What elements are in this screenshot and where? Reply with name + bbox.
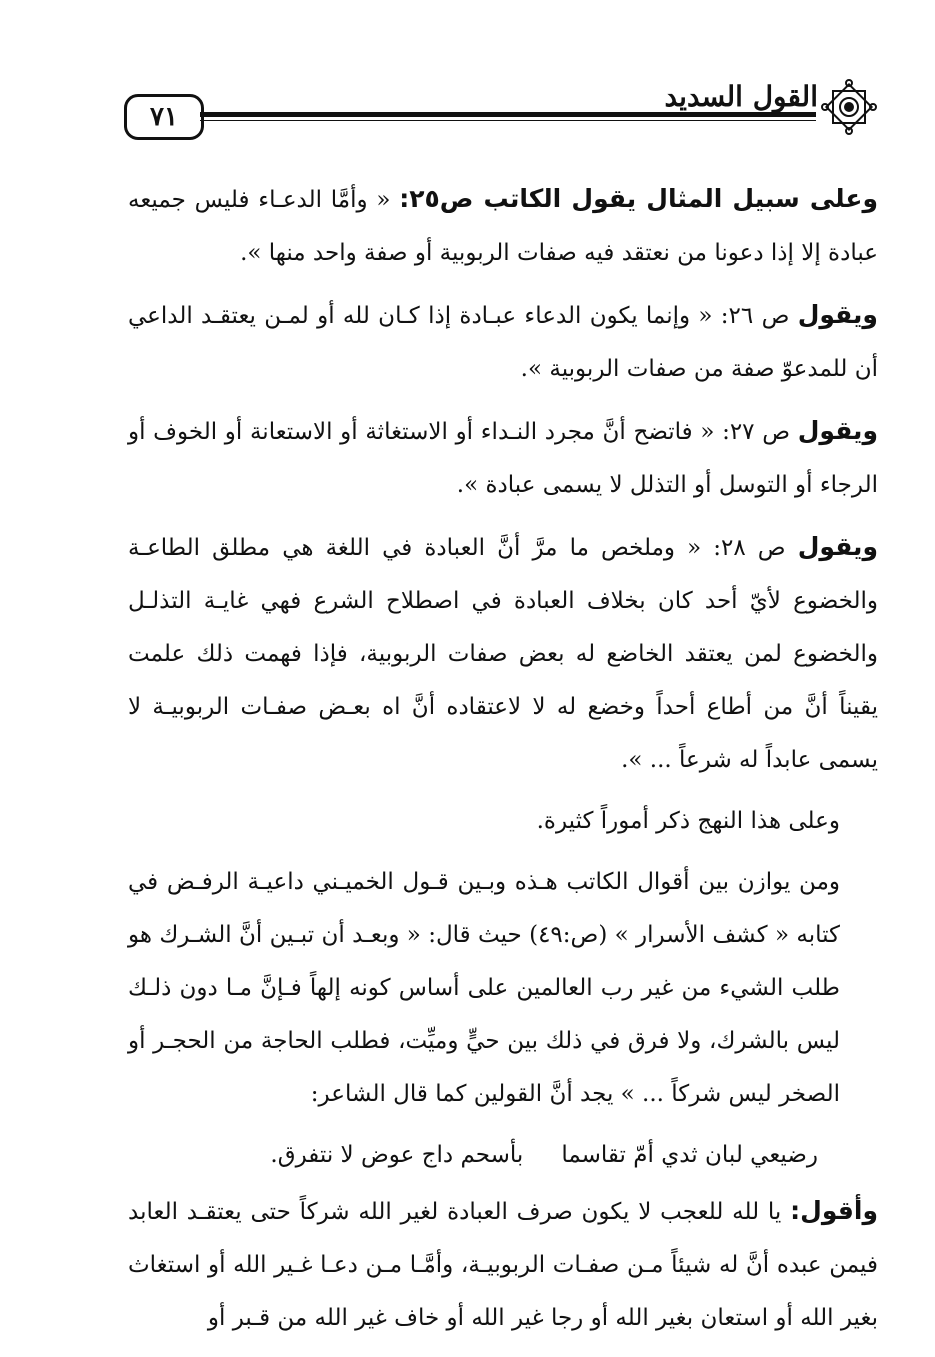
paragraph-p26 xyxy=(128,288,878,396)
verse-second-hemistich: بأسحم داج عوض لا نتفرق. xyxy=(270,1142,524,1168)
paragraph-p27 xyxy=(128,404,878,512)
paragraph-khomeini: ومن يوازن بين أقوال الكاتب هـذه وبـين قـول الخميـني داعيـة الرفـض في كتابه « كشف الأسرار » (ص:٤٩) حيث قال: « وبعـد أن تبـين أنَّ الشـرك هو طلب الشيء من غير رب العالمين على أساس كونه إلهاً فـإنَّ مـا دون ذلـك ليس بالشرك، ولا فرق في ذلك بين حيٍّ وميِّت، فطلب الحاجة من الحجـر أو الصخر ليس شركاً ... » يجد أنَّ القولين كما قال الشاعر: xyxy=(128,869,840,1107)
paragraph-p28 xyxy=(128,520,878,787)
page-header xyxy=(120,78,880,138)
book-title: القول السديد xyxy=(664,80,818,113)
page-number: ٧١ xyxy=(124,94,204,140)
paragraph-p25 xyxy=(128,172,878,280)
page-body xyxy=(128,172,878,1353)
star-ornament-icon xyxy=(818,78,880,136)
paragraph-closing xyxy=(128,1184,878,1345)
paragraph-lead: ويقول xyxy=(797,532,878,561)
paragraph-text: ص ٢٧: « فاتضح أنَّ مجرد النـداء أو الاستغاثة أو الاستعانة أو الخوف أو الرجاء أو التوسل أو التذلل لا يسمى عبادة ». xyxy=(128,419,878,498)
poetry-verse xyxy=(128,1129,878,1182)
paragraph-lead: وأقول: xyxy=(790,1196,878,1225)
paragraph-text: « وأمَّا الدعـاء فليس جميعه عبادة إلا إذا دعونا من نعتقد فيه صفات الربوبية أو صفة واحد منها ». xyxy=(128,187,878,266)
paragraph-plain: وعلى هذا النهج ذكر أموراً كثيرة. xyxy=(536,808,840,834)
paragraph-text: يا لله للعجب لا يكون صرف العبادة لغير الله شركاً حتى يعتقـد العابد فيمن عبده أنَّ له شيئاً مـن صفـات الربوبيـة، وأمَّـا مـن دعـا غـير الله أو استغاث بغير الله أو استعان بغير الله أو رجا غير الله أو خاف غير الله من قـبر أو xyxy=(128,1199,878,1331)
verse-first-hemistich: رضيعي لبان ثدي أمّ تقاسما xyxy=(561,1142,818,1168)
paragraph-lead: ويقول xyxy=(797,416,878,445)
paragraph-text: ص ٢٨: « وملخص ما مرَّ أنَّ العبادة في اللغة هي مطلق الطاعـة والخضوع لأيّ أحد كان بخلاف العبادة في اصطلاح الشرع فهي غايـة التذلـل والخضوع لمن يعتقد الخاضع له بعض صفات الربوبية، فإذا فهمت ذلك علمت يقيناً أنَّ من أطاع أحداً وخضع له لا لاعتقاده أنَّ اه بعـض صفـات الربوبيـة لا يسمى عابداً له شرعاً ... ». xyxy=(128,535,878,773)
header-rule-thin xyxy=(200,120,816,121)
paragraph-text: ص ٢٦: « وإنما يكون الدعاء عبـادة إذا كـان لله أو لمـن يعتقـد الداعي أن للمدعوّ صفة من صفات الربوبية ». xyxy=(128,303,878,382)
paragraph-lead: وعلى سبيل المثال يقول الكاتب ص٢٥: xyxy=(399,184,878,213)
paragraph-lead: ويقول xyxy=(797,300,878,329)
